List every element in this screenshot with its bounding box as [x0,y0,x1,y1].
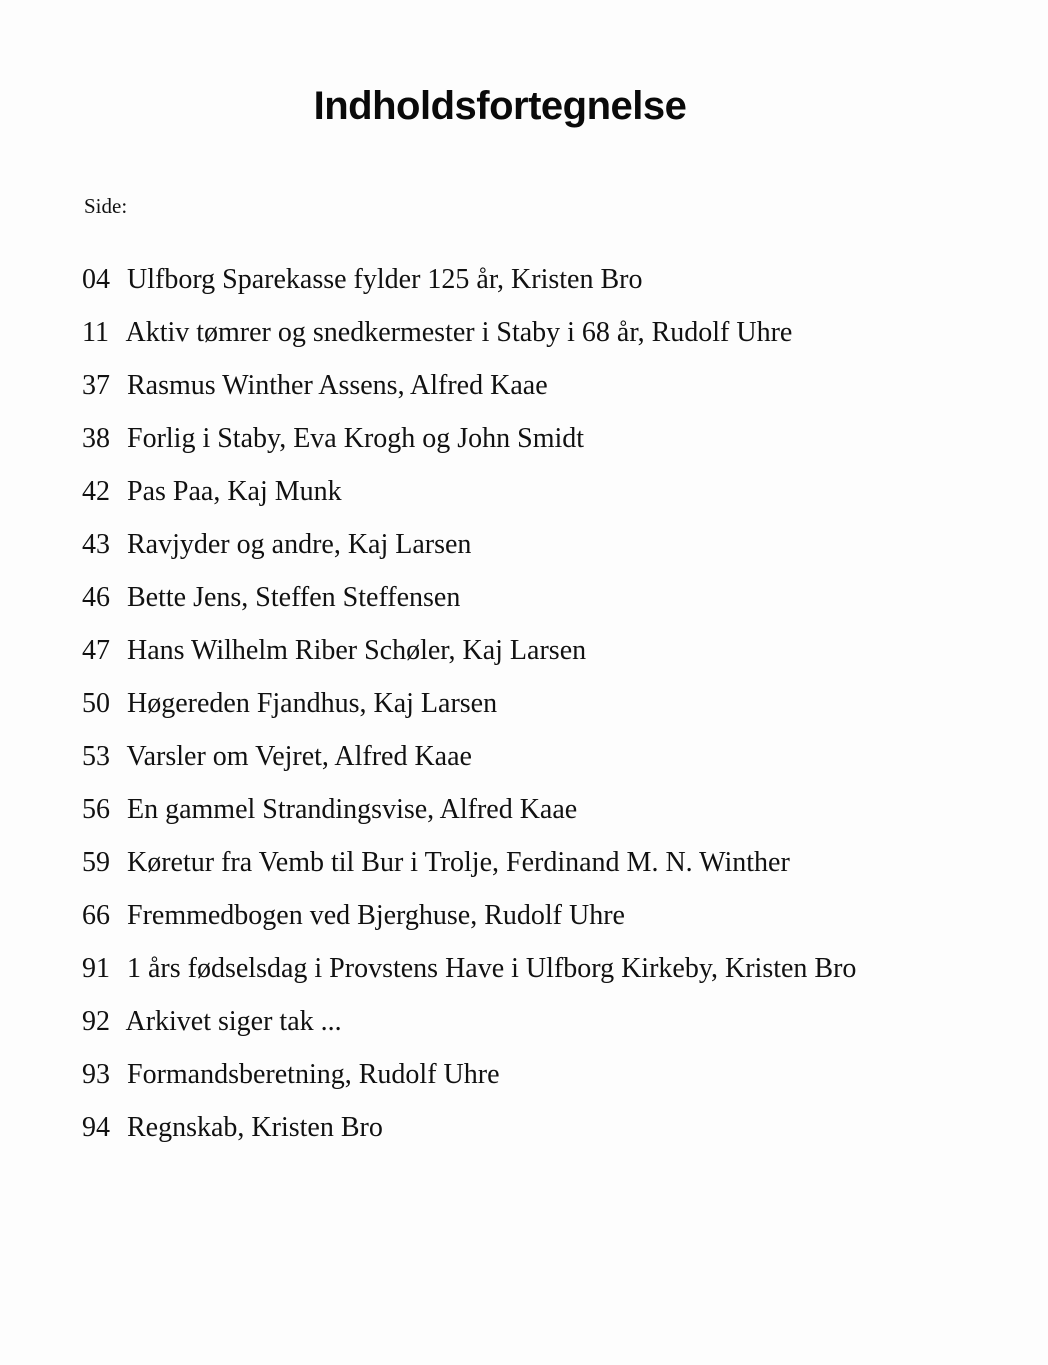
toc-entry-title: Regnskab, Kristen Bro [127,1112,383,1143]
toc-entry [82,896,856,949]
toc-entry [82,419,856,472]
toc-entry [82,737,856,790]
toc-entry-title: Ulfborg Sparekasse fylder 125 år, Kristen Bro [127,264,643,295]
side-label: Side: [84,194,128,218]
toc-entry [82,790,856,843]
toc-entry [82,1055,856,1108]
toc-page-number: 59 [82,847,110,878]
toc-entry-title: Fremmedbogen ved Bjerghuse, Rudolf Uhre [127,900,625,931]
table-of-contents [82,260,856,1161]
toc-page-number: 53 [82,741,110,772]
toc-entry-title: Varsler om Vejret, Alfred Kaae [126,741,472,772]
toc-page-number: 47 [82,635,110,666]
page-title: Indholdsfortegnelse [313,84,687,128]
toc-page-number: 66 [82,900,110,931]
toc-entry-title: Pas Paa, Kaj Munk [127,476,342,507]
toc-entry [82,949,856,1002]
toc-page-number: 04 [82,264,110,295]
toc-page-number: 56 [82,794,110,825]
toc-entry [82,578,856,631]
toc-entry [82,366,856,419]
toc-page-number: 11 [82,317,109,348]
toc-entry [82,1002,856,1055]
toc-entry [82,313,856,366]
toc-page-number: 38 [82,423,110,454]
toc-entry-title: Høgereden Fjandhus, Kaj Larsen [127,688,498,719]
toc-page-number: 43 [82,529,110,560]
toc-entry-title: Ravjyder og andre, Kaj Larsen [127,529,472,560]
toc-page-number: 42 [82,476,110,507]
toc-page-number: 50 [82,688,110,719]
toc-entry-title: 1 års fødselsdag i Provstens Have i Ulfborg Kirkeby, Kristen Bro [127,953,857,984]
toc-page-number: 91 [82,953,110,984]
toc-entry-title: Formandsberetning, Rudolf Uhre [127,1059,500,1090]
toc-entry-title: Forlig i Staby, Eva Krogh og John Smidt [127,423,585,454]
toc-entry [82,472,856,525]
toc-entry [82,1108,856,1161]
toc-entry-title: Aktiv tømrer og snedkermester i Staby i 68 år, Rudolf Uhre [125,317,793,348]
toc-entry [82,525,856,578]
toc-entry-title: Hans Wilhelm Riber Schøler, Kaj Larsen [127,635,587,666]
toc-entry [82,631,856,684]
toc-entry [82,260,856,313]
toc-entry [82,843,856,896]
toc-entry [82,684,856,737]
toc-page-number: 37 [82,370,110,401]
toc-entry-title: Arkivet siger tak ... [125,1006,342,1037]
toc-page-number: 94 [82,1112,110,1143]
toc-page-number: 92 [82,1006,110,1037]
toc-entry-title: En gammel Strandingsvise, Alfred Kaae [127,794,578,825]
toc-entry-title: Køretur fra Vemb til Bur i Trolje, Ferdinand M. N. Winther [127,847,790,878]
toc-page-number: 46 [82,582,110,613]
toc-entry-title: Bette Jens, Steffen Steffensen [127,582,461,613]
toc-entry-title: Rasmus Winther Assens, Alfred Kaae [127,370,548,401]
toc-page-number: 93 [82,1059,110,1090]
